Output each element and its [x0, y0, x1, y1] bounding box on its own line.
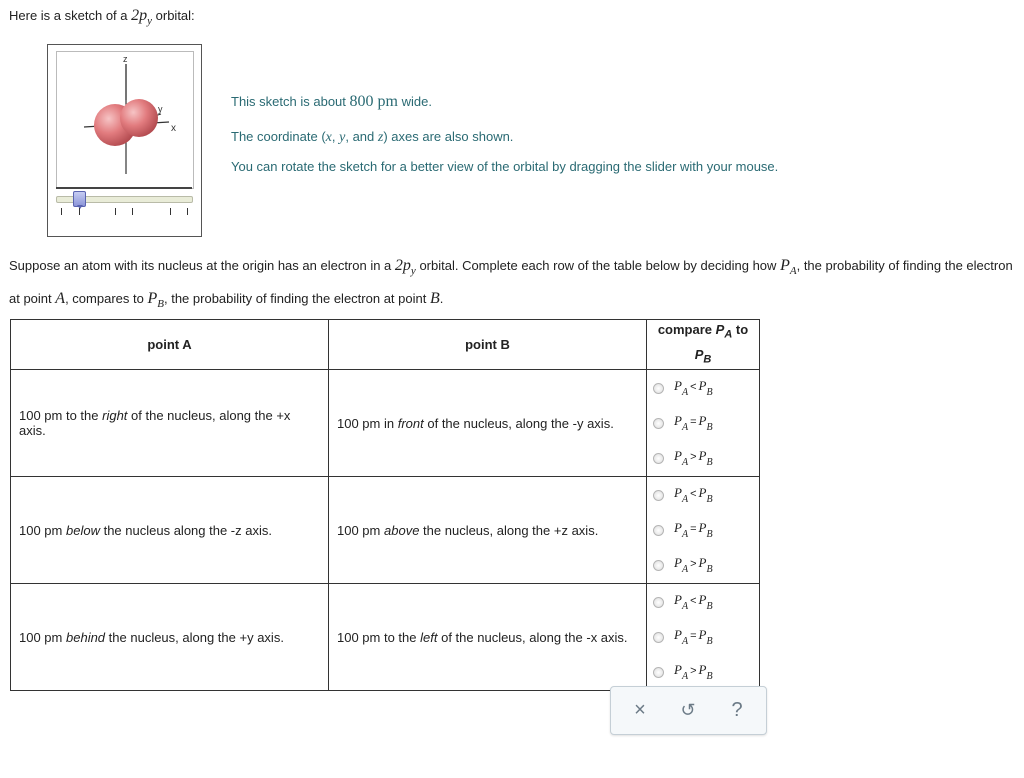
- option-greater-than[interactable]: $P_A > P_B$: [651, 441, 755, 476]
- undo-icon: ↺: [680, 700, 696, 720]
- orbital-lobe-front: [120, 99, 158, 137]
- question-text: Suppose an atom with its nucleus at the origin has an electron in a $2p_y$ orbital. Complete each row of the table below by deciding how $P_A$, the probability of finding the electron at point A, compares to $P_B$, the probability of finding the electron at point B.: [9, 257, 1013, 311]
- slider-tick: [170, 208, 171, 215]
- slider-tick: [187, 208, 188, 215]
- row3-point-a: 100 pm behind the nucleus, along the +y axis.: [11, 584, 329, 691]
- option-greater-than[interactable]: $P_A > P_B$: [651, 548, 755, 583]
- row2-point-b: 100 pm above the nucleus, along the +z axis.: [329, 477, 647, 584]
- radio-button[interactable]: [653, 525, 664, 536]
- option-equal[interactable]: $P_A = P_B$: [651, 513, 755, 548]
- sketch-note-size: This sketch is about 800 pm wide.: [231, 93, 432, 110]
- table-row: [11, 370, 760, 477]
- intro-orbital: $2p_y$: [131, 7, 153, 28]
- x-axis-label: x: [171, 123, 176, 134]
- radio-button[interactable]: [653, 418, 664, 429]
- intro-text: Here is a sketch of a $2p_y$ orbital:: [9, 7, 195, 28]
- slider-tick: [115, 208, 116, 215]
- option-less-than[interactable]: $P_A < P_B$: [651, 585, 755, 620]
- row3-compare-options: [647, 584, 760, 691]
- header-point-a: point A: [11, 320, 329, 370]
- z-axis-label: z: [123, 54, 128, 64]
- undo-button[interactable]: [675, 697, 701, 723]
- help-icon: ?: [731, 699, 743, 721]
- sketch-baseline: [56, 187, 192, 189]
- slider-tick: [132, 208, 133, 215]
- radio-button[interactable]: [653, 632, 664, 643]
- sketch-note-rotate: You can rotate the sketch for a better view of the orbital by dragging the slider with your mouse.: [231, 159, 779, 174]
- row1-point-a: 100 pm to the right of the nucleus, along the +x axis.: [11, 370, 329, 477]
- radio-button[interactable]: [653, 597, 664, 608]
- row3-point-b: 100 pm to the left of the nucleus, along the -x axis.: [329, 584, 647, 691]
- radio-button[interactable]: [653, 560, 664, 571]
- radio-button[interactable]: [653, 453, 664, 464]
- close-icon: ×: [634, 699, 646, 721]
- option-equal[interactable]: $P_A = P_B$: [651, 406, 755, 441]
- option-less-than[interactable]: $P_A < P_B$: [651, 478, 755, 513]
- radio-button[interactable]: [653, 383, 664, 394]
- row1-compare-options: [647, 370, 760, 477]
- slider-tick: [61, 208, 62, 215]
- orbital-sketch-svg: [57, 52, 193, 188]
- table-header-row: [11, 320, 760, 370]
- option-greater-than[interactable]: $P_A > P_B$: [651, 655, 755, 690]
- option-equal[interactable]: $P_A = P_B$: [651, 620, 755, 655]
- radio-button[interactable]: [653, 667, 664, 678]
- table-row: [11, 584, 760, 691]
- header-compare: compare $P_A$ to $P_B$: [647, 320, 760, 370]
- table-row: [11, 477, 760, 584]
- orbital-sketch-canvas[interactable]: [56, 51, 194, 189]
- option-less-than[interactable]: $P_A < P_B$: [651, 371, 755, 406]
- row2-compare-options: [647, 477, 760, 584]
- y-axis-label: y: [158, 104, 163, 114]
- answer-toolbar: [610, 686, 767, 735]
- radio-button[interactable]: [653, 490, 664, 501]
- header-point-b: point B: [329, 320, 647, 370]
- slider-tick: [79, 208, 80, 215]
- orbital-sketch-widget: [47, 44, 202, 237]
- row2-point-a: 100 pm below the nucleus along the -z axis.: [11, 477, 329, 584]
- row1-point-b: 100 pm in front of the nucleus, along the -y axis.: [329, 370, 647, 477]
- help-button[interactable]: [724, 697, 750, 723]
- clear-button[interactable]: [627, 697, 653, 723]
- comparison-table: [10, 319, 760, 691]
- rotation-slider-handle[interactable]: [73, 191, 86, 207]
- sketch-note-axes: The coordinate (x, y, and z) axes are also shown.: [231, 129, 514, 145]
